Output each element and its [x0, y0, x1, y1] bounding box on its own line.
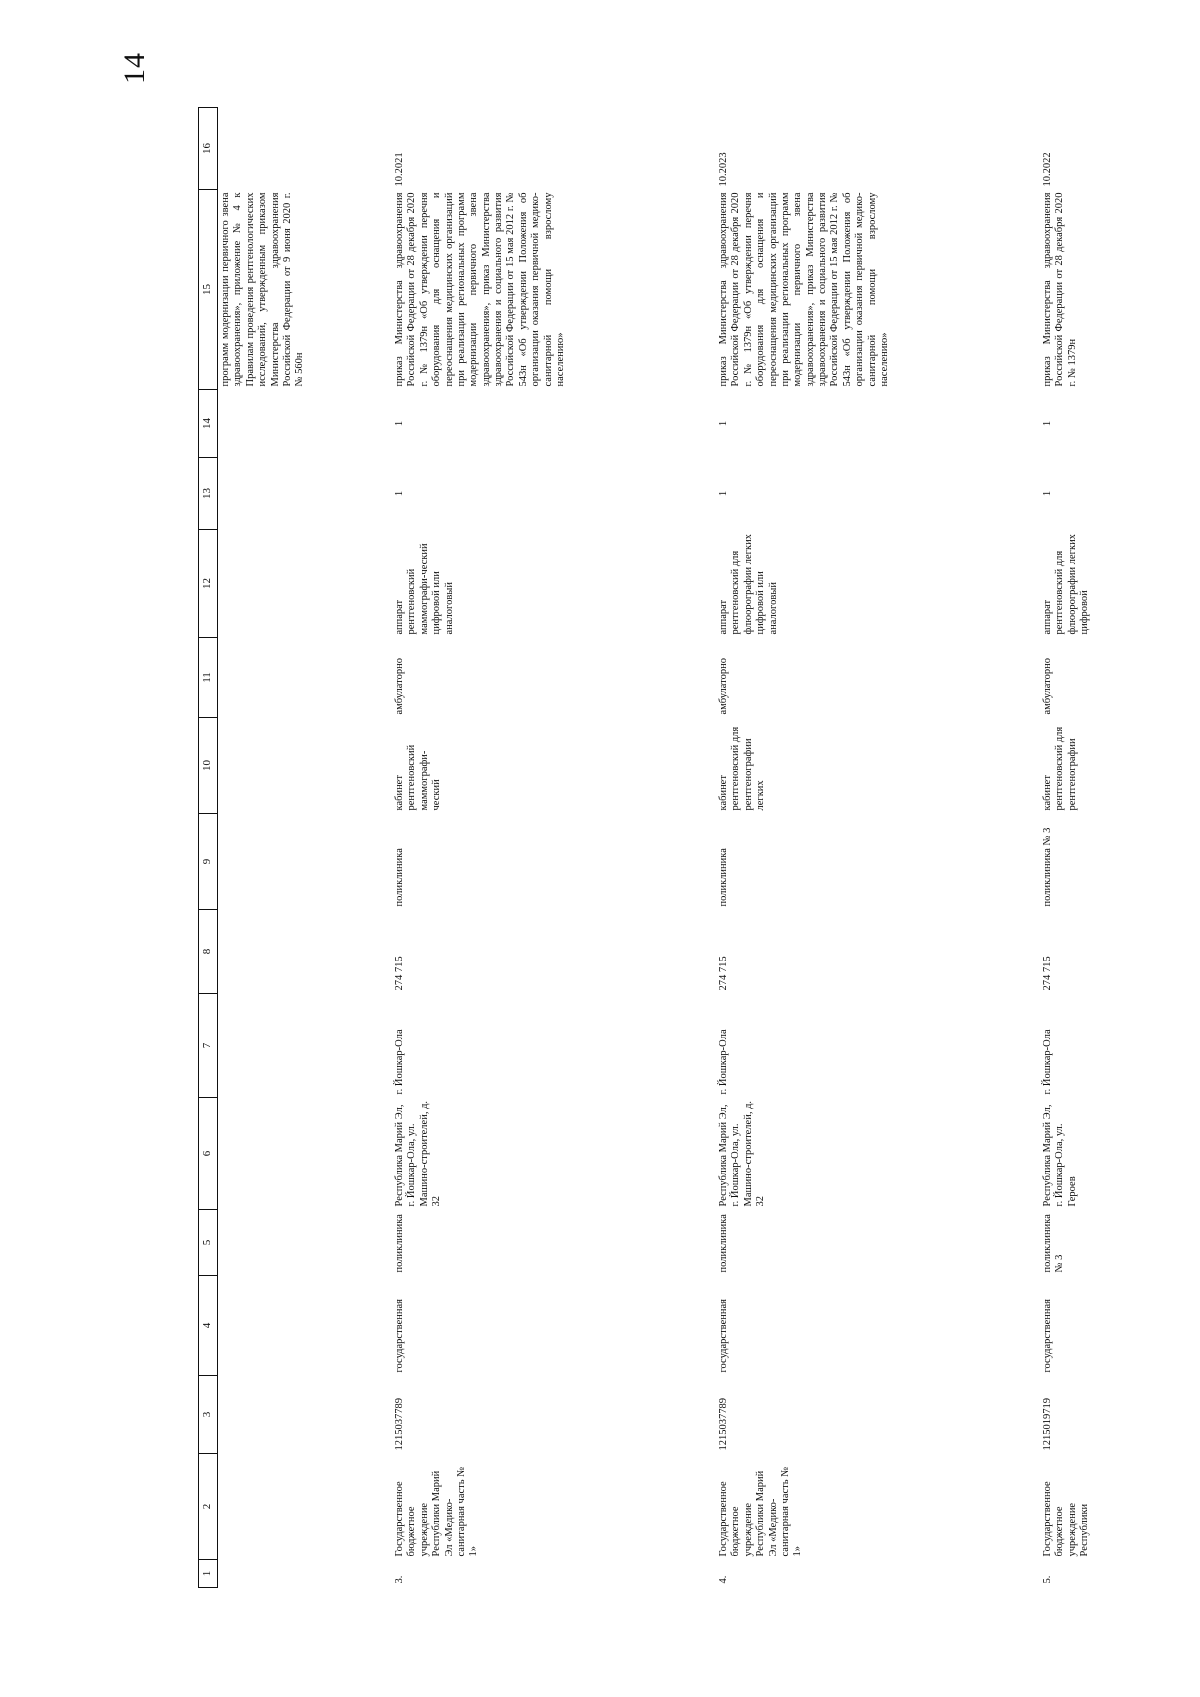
- column-header: 11: [199, 638, 218, 718]
- quantity-required: 1: [394, 490, 405, 497]
- inn: 1215037789: [394, 1398, 405, 1451]
- address: Республика Марий Эл, г. Йошкар-Ола, ул. Машино-строителей, д. 32: [394, 1100, 443, 1207]
- row-number: 4.: [718, 1575, 729, 1584]
- subunit: поликлиника: [394, 848, 405, 907]
- basis-text-continued: программ модернизации первичного звена здравоохранения», приложение № 4 к Правилам проведения рентгенологических исследований, утвержденным приказом Министерства здравоохранения Российской Федерации от 9 июня 2020 г. № 560н: [220, 192, 306, 387]
- inn: 1215019719: [1042, 1398, 1053, 1451]
- equipment: аппарат рентгеновский для флюорографии легких цифровой или аналоговый: [718, 534, 779, 635]
- rotated-table-sheet: [198, 108, 1198, 1588]
- unit-name: поликлиника: [718, 1214, 729, 1273]
- inn: 1215037789: [718, 1398, 729, 1451]
- date: 10.2021: [394, 152, 405, 187]
- column-header: 3: [199, 1376, 218, 1454]
- population: 274 715: [394, 956, 405, 991]
- organization-name: Государственное бюджетное учреждение Республики: [1042, 1481, 1091, 1557]
- unit-name: поликлиника: [394, 1214, 405, 1273]
- column-header: 14: [199, 390, 218, 458]
- equipment-table: [198, 107, 1174, 1588]
- ownership-form: государственная: [718, 1299, 729, 1373]
- subunit: поликлиника: [718, 848, 729, 907]
- column-header: 5: [199, 1210, 218, 1276]
- continuation-row: [218, 108, 393, 1588]
- column-header: 13: [199, 458, 218, 530]
- ownership-form: государственная: [1042, 1299, 1053, 1373]
- column-header: 7: [199, 994, 218, 1098]
- care-mode: амбулаторно: [718, 658, 729, 715]
- column-number-row: [199, 108, 218, 1588]
- column-header: 10: [199, 718, 218, 814]
- column-header: 2: [199, 1454, 218, 1560]
- column-header: 1: [199, 1560, 218, 1588]
- column-header: 4: [199, 1276, 218, 1376]
- care-mode: амбулаторно: [394, 658, 405, 715]
- table-row: [716, 108, 1040, 1588]
- row-number: 5.: [1042, 1575, 1053, 1584]
- quantity-required: 1: [718, 490, 729, 497]
- column-header: 6: [199, 1098, 218, 1210]
- quantity-planned: 1: [1042, 420, 1053, 427]
- unit-name: поликлиника № 3: [1042, 1214, 1066, 1273]
- address: Республика Марий Эл, г. Йошкар-Ола, ул. Героев: [1042, 1104, 1078, 1207]
- organization-name: Государственное бюджетное учреждение Республики Марий Эл «Медико-санитарная часть № 1»: [718, 1466, 804, 1557]
- table-row: [392, 108, 716, 1588]
- page-number: 14: [118, 52, 151, 84]
- legal-basis: приказ Министерства здравоохранения Российской Федерации от 28 декабря 2020 г. № 1379н: [1042, 192, 1078, 387]
- organization-name: Государственное бюджетное учреждение Республики Марий Эл «Медико-санитарная часть № 1»: [394, 1466, 480, 1557]
- care-mode: амбулаторно: [1042, 658, 1053, 715]
- quantity-required: 1: [1042, 490, 1053, 497]
- date: 10.2022: [1042, 152, 1053, 187]
- column-header: 15: [199, 190, 218, 390]
- quantity-planned: 1: [394, 420, 405, 427]
- column-header: 8: [199, 910, 218, 994]
- column-header: 16: [199, 108, 218, 190]
- date: 10.2023: [718, 152, 729, 187]
- city: г. Йошкар-Ола: [718, 1029, 729, 1095]
- column-header: 12: [199, 530, 218, 638]
- row-number: 3.: [394, 1575, 405, 1584]
- address: Республика Марий Эл, г. Йошкар-Ола, ул. Машино-строителей, д. 32: [718, 1100, 767, 1207]
- column-header: 9: [199, 814, 218, 910]
- quantity-planned: 1: [718, 420, 729, 427]
- city: г. Йошкар-Ола: [394, 1029, 405, 1095]
- equipment: аппарат рентгеновский для флюорографии легких цифровой: [1042, 534, 1091, 635]
- cabinet: кабинет рентгеновский для рентгенографии: [1042, 726, 1078, 811]
- cabinet: кабинет рентгеновский маммографи-ческий: [394, 744, 443, 811]
- city: г. Йошкар-Ола: [1042, 1029, 1053, 1095]
- legal-basis: приказ Министерства здравоохранения Российской Федерации от 28 декабря 2020 г. № 1379н «Об утверждении перечня оборудования для оснащения и переоснащения медицинских организаций при реализации региональных программ модернизации первичного звена здравоохранения», приказ Министерства здравоохранения и социального развития Российской Федерации от 15 мая 2012 г. № 543н «Об утверждении Положения об организации оказания первичной медико-санитарной помощи взрослому населению»: [718, 192, 890, 387]
- table-row: [1040, 108, 1174, 1588]
- ownership-form: государственная: [394, 1299, 405, 1373]
- population: 274 715: [718, 956, 729, 991]
- legal-basis: приказ Министерства здравоохранения Российской Федерации от 28 декабря 2020 г. № 1379н «Об утверждении перечня оборудования для оснащения и переоснащения медицинских организаций при реализации региональных программ модернизации первичного звена здравоохранения», приказ Министерства здравоохранения и социального развития Российской Федерации от 15 мая 2012 г. № 543н «Об утверждении Положения об организации оказания первичной медико-санитарной помощи взрослому населению»: [394, 192, 566, 387]
- equipment: аппарат рентгеновский маммографи-ческий цифровой или аналоговый: [394, 543, 455, 635]
- population: 274 715: [1042, 956, 1053, 991]
- subunit: поликлиника № 3: [1042, 827, 1053, 907]
- cabinet: кабинет рентгеновский для рентгенографии легких: [718, 726, 767, 811]
